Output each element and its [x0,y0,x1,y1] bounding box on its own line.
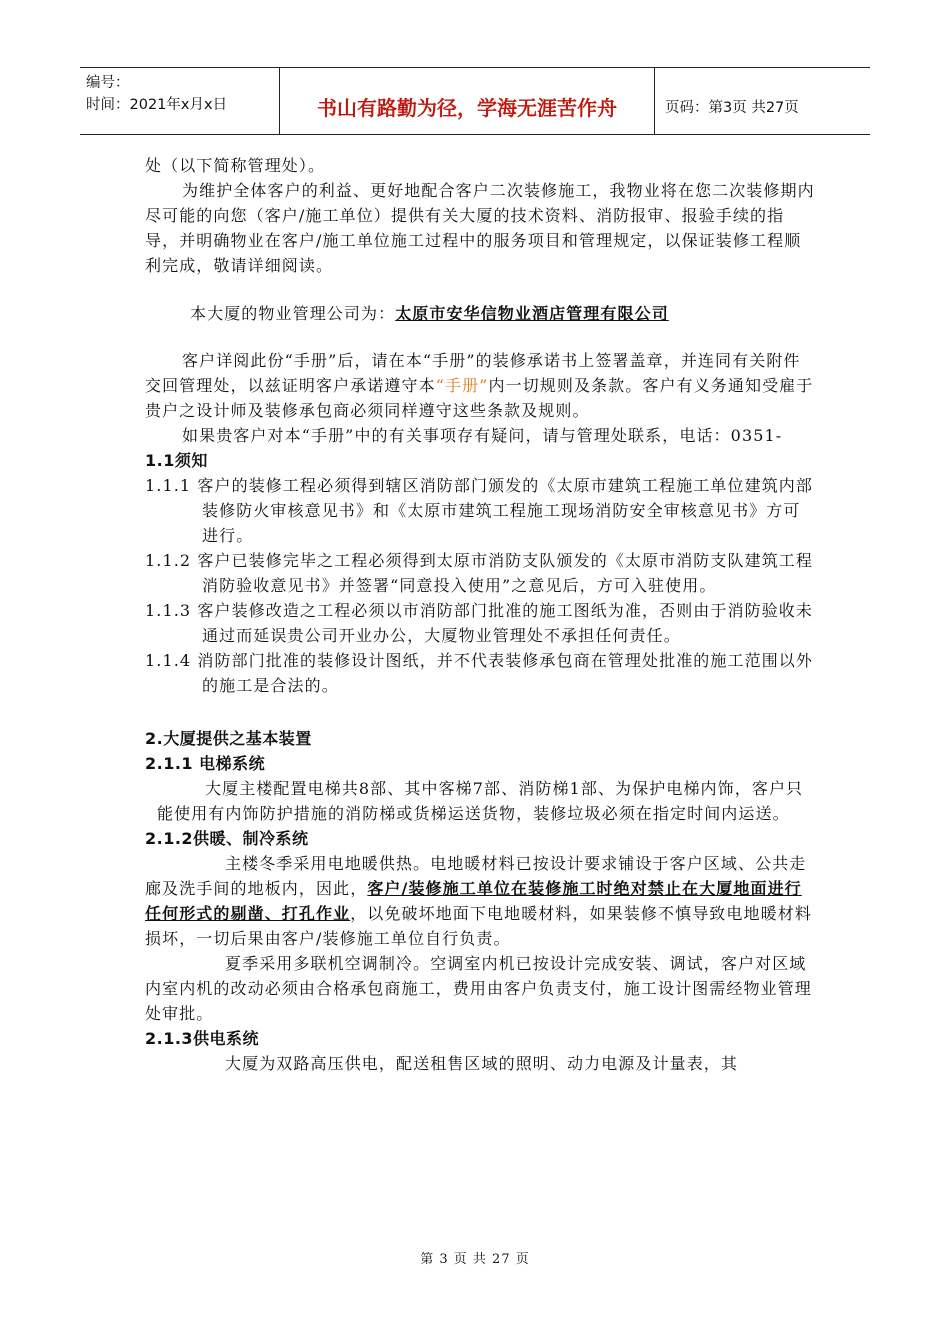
warning-text: 客户/装修施工单位在装修施工时绝对禁止在大厦地面进行任何形式的剔凿、打孔作业 [145,879,802,923]
subsection-heading: 2.1.2供暖、制冷系统 [145,829,309,848]
highlight-text: “手册” [435,376,489,395]
company-label: 本大厦的物业管理公司为： [190,304,396,323]
header-motto: 书山有路勤为径，学海无涯苦作舟 [280,68,655,134]
item-number: 1.1.1 [145,476,192,495]
paragraph-text: 客户详阅此份“手册”后，请在本“手册”的装修承诺书上签署盖章，并连同有关附件交回管理处，以兹证明客户承诺遵守本 [145,351,801,395]
doc-number: 编号： [86,75,130,91]
paragraph: 如果贵客户对本“手册”中的有关事项存有疑问，请与管理处联系，电话：0351- [182,426,783,445]
company-name: 太原市安华信物业酒店管理有限公司 [395,304,669,323]
document-body [145,153,817,1076]
paragraph-text: ，以免破坏地面下电地暖材料，如果装修不慎导致电地暖材料损坏，一切后果由客户/装修施工单位自行负责。 [145,904,812,948]
item-text: 客户已装修完毕之工程必须得到太原市消防支队颁发的《太原市消防支队建筑工程消防验收意见书》并签署“同意投入使用”之意见后，方可入驻使用。 [197,551,814,595]
page-header [80,67,870,135]
list-item [145,648,817,698]
list-item [145,473,817,548]
item-number: 1.1.4 [145,651,192,670]
paragraph: 大厦主楼配置电梯共8部、其中客梯7部、消防梯1部、为保护电梯内饰，客户只能使用有内饰防护措施的消防梯或货梯运送货物，装修垃圾必须在指定时间内运送。 [157,779,804,823]
paragraph-text: 主楼冬季采用电地暖供热。电地暖材料已按设计要求铺设于客户区域、公共走廊及洗手间的地板内，因此， [145,854,807,898]
paragraph: 为维护全体客户的利益、更好地配合客户二次装修施工，我物业将在您二次装修期内尽可能的向您（客户/施工单位）提供有关大厦的技术资料、消防报审、报验手续的指导，并明确物业在客户/施工单位施工过程中的服务项目和管理规定，以保证装修工程顺利完成，敬请详细阅读。 [145,181,815,275]
item-text: 客户的装修工程必须得到辖区消防部门颁发的《太原市建筑工程施工单位建筑内部装修防火审核意见书》和《太原市建筑工程施工现场消防安全审核意见书》方可进行。 [197,476,814,545]
section-heading: 2.大厦提供之基本装置 [145,729,312,748]
paragraph: 大厦为双路高压供电，配送租售区域的照明、动力电源及计量表，其 [225,1054,739,1073]
header-page-info: 页码：第3页 共27页 [665,99,799,116]
subsection-heading: 2.1.1 电梯系统 [145,754,266,773]
paragraph: 夏季采用多联机空调制冷。空调室内机已按设计完成安装、调试，客户对区域内室内机的改动必须由合格承包商施工，费用由客户负责支付，施工设计图需经物业管理处审批。 [145,954,812,1023]
item-text: 客户装修改造之工程必须以市消防部门批准的施工图纸为准，否则由于消防验收未通过而延误贵公司开业办公，大厦物业管理处不承担任何责任。 [197,601,814,645]
subsection-heading: 2.1.3供电系统 [145,1029,260,1048]
section-heading: 1.1须知 [145,451,208,470]
company-line [145,301,817,326]
page-footer: 第 3 页 共 27 页 [420,1252,530,1267]
item-number: 1.1.2 [145,551,192,570]
doc-date: 时间：2021年x月x日 [86,97,228,113]
paragraph [145,851,817,951]
item-number: 1.1.3 [145,601,192,620]
paragraph-text: 内一切规则及条款。客户有义务通知受雇于贵户之设计师及装修承包商必须同样遵守这些条款及规则。 [145,376,814,420]
paragraph [145,348,817,423]
item-text: 消防部门批准的装修设计图纸，并不代表装修承包商在管理处批准的施工范围以外的施工是合法的。 [197,651,814,695]
list-item [145,598,817,648]
header-meta [80,68,280,134]
paragraph: 处（以下简称管理处）。 [145,156,326,175]
list-item [145,548,817,598]
